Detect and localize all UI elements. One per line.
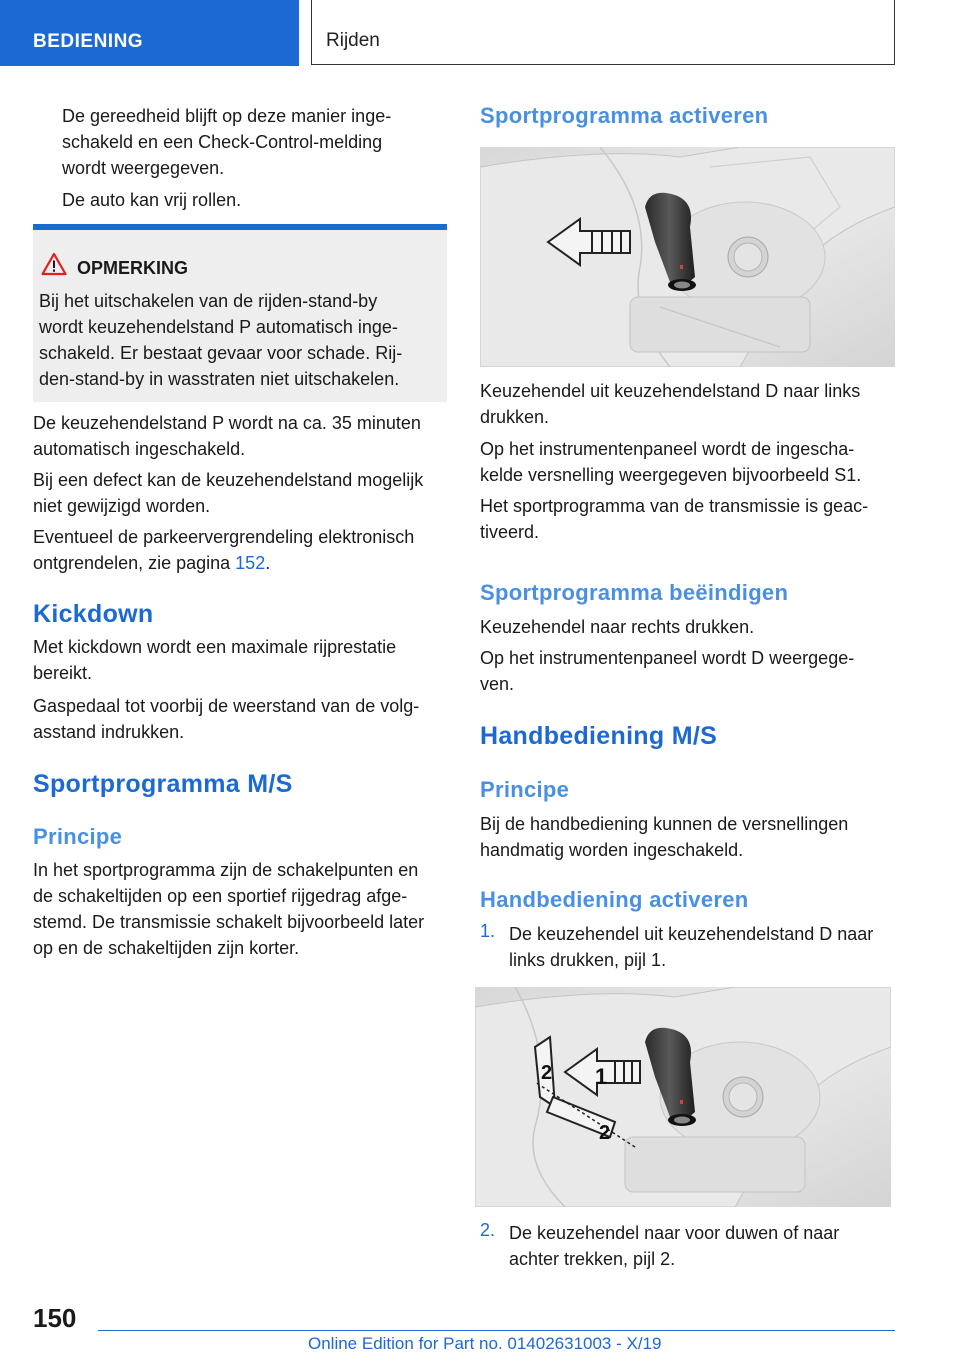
step-number-1: 1. xyxy=(480,921,496,941)
chapter-title: Rijden xyxy=(326,30,380,51)
principe-heading: Principe xyxy=(33,824,123,849)
gear-selector-image-1 xyxy=(480,147,895,367)
footer-edition: Online Edition for Part no. 01402631003 - X/19 xyxy=(308,1334,662,1353)
paragraph-auto-p: De keuzehendelstand P wordt na ca. 35 minuten automatisch ingeschakeld. xyxy=(33,413,421,459)
warning-box xyxy=(33,224,447,402)
parking-lock-text: Eventueel de parkeervergrendeling elektronisch ontgrendelen, zie pagina xyxy=(33,527,415,573)
arrow-label-1: 1 xyxy=(595,1064,608,1089)
paragraph-defect: Bij een defect kan de keuzehendelstand mogelijk niet gewijzigd worden. xyxy=(33,470,424,516)
arrow-label-2b: 2 xyxy=(599,1122,611,1144)
kickdown-paragraph-2: Gaspedaal tot voorbij de weerstand van de volg- asstand indrukken. xyxy=(33,696,420,742)
manual-principe-heading: Principe xyxy=(480,777,570,802)
arrow-label-2a: 2 xyxy=(541,1062,553,1084)
manual-mode-heading: Handbediening M/S xyxy=(480,722,718,750)
sport-activate-heading: Sportprogramma activeren xyxy=(480,103,769,128)
sport-program-heading: Sportprogramma M/S xyxy=(33,770,293,798)
paragraph-parking-lock xyxy=(33,524,453,576)
manual-activate-heading: Handbediening activeren xyxy=(480,887,749,912)
section-tab xyxy=(0,0,299,66)
kickdown-heading: Kickdown xyxy=(33,600,154,628)
step-number-2: 2. xyxy=(480,1220,496,1240)
sport-end-paragraph-2: Op het instrumentenpaneel wordt D weergege- ven. xyxy=(480,648,855,694)
principe-paragraph: In het sportprogramma zijn de schakelpunten en de schakeltijden op een sportief rijgedrag afge- stemd. De transmissie schakelt bijvoorbeeld later op en de schakeltijden zijn korter. xyxy=(33,860,425,958)
warning-title: OPMERKING xyxy=(77,258,189,278)
footer-divider xyxy=(98,1330,895,1331)
warning-text: Bij het uitschakelen van de rijden-stand-by wordt keuzehendelstand P automatisch inge- schakeld. Er bestaat gevaar voor schade. Rij- den-stand-by in wasstraten niet uitschakelen. xyxy=(39,291,403,389)
step-text-2: De keuzehendel naar voor duwen of naar achter trekken, pijl 2. xyxy=(509,1223,840,1269)
manual-principe-paragraph: Bij de handbediening kunnen de versnellingen handmatig worden ingeschakeld. xyxy=(480,814,849,860)
gear-selector-image-2 xyxy=(475,987,891,1207)
kickdown-paragraph-1: Met kickdown wordt een maximale rijprestatie bereikt. xyxy=(33,637,397,683)
sport-activate-paragraph-1: Keuzehendel uit keuzehendelstand D naar links drukken. xyxy=(480,381,861,427)
section-title: BEDIENING xyxy=(33,31,144,52)
page-number: 150 xyxy=(33,1303,77,1333)
sport-end-heading: Sportprogramma beëindigen xyxy=(480,580,789,605)
intro-paragraph-2: De auto kan vrij rollen. xyxy=(62,190,242,210)
chapter-tab xyxy=(311,0,895,65)
sport-end-paragraph-1: Keuzehendel naar rechts drukken. xyxy=(480,617,755,637)
warning-triangle-icon xyxy=(41,252,67,281)
sport-activate-paragraph-2: Op het instrumentenpaneel wordt de ingescha- kelde versnelling weergegeven bijvoorbeeld S1. xyxy=(480,439,862,485)
intro-paragraph-1: De gereedheid blijft op deze manier inge- schakeld en een Check-Control-melding wordt weergegeven. xyxy=(62,106,392,178)
page-link[interactable]: 152 xyxy=(235,553,266,573)
step-text-1: De keuzehendel uit keuzehendelstand D naar links drukken, pijl 1. xyxy=(509,924,874,970)
parking-lock-end: . xyxy=(265,553,271,573)
sport-activate-paragraph-3: Het sportprogramma van de transmissie is geac- tiveerd. xyxy=(480,496,869,542)
